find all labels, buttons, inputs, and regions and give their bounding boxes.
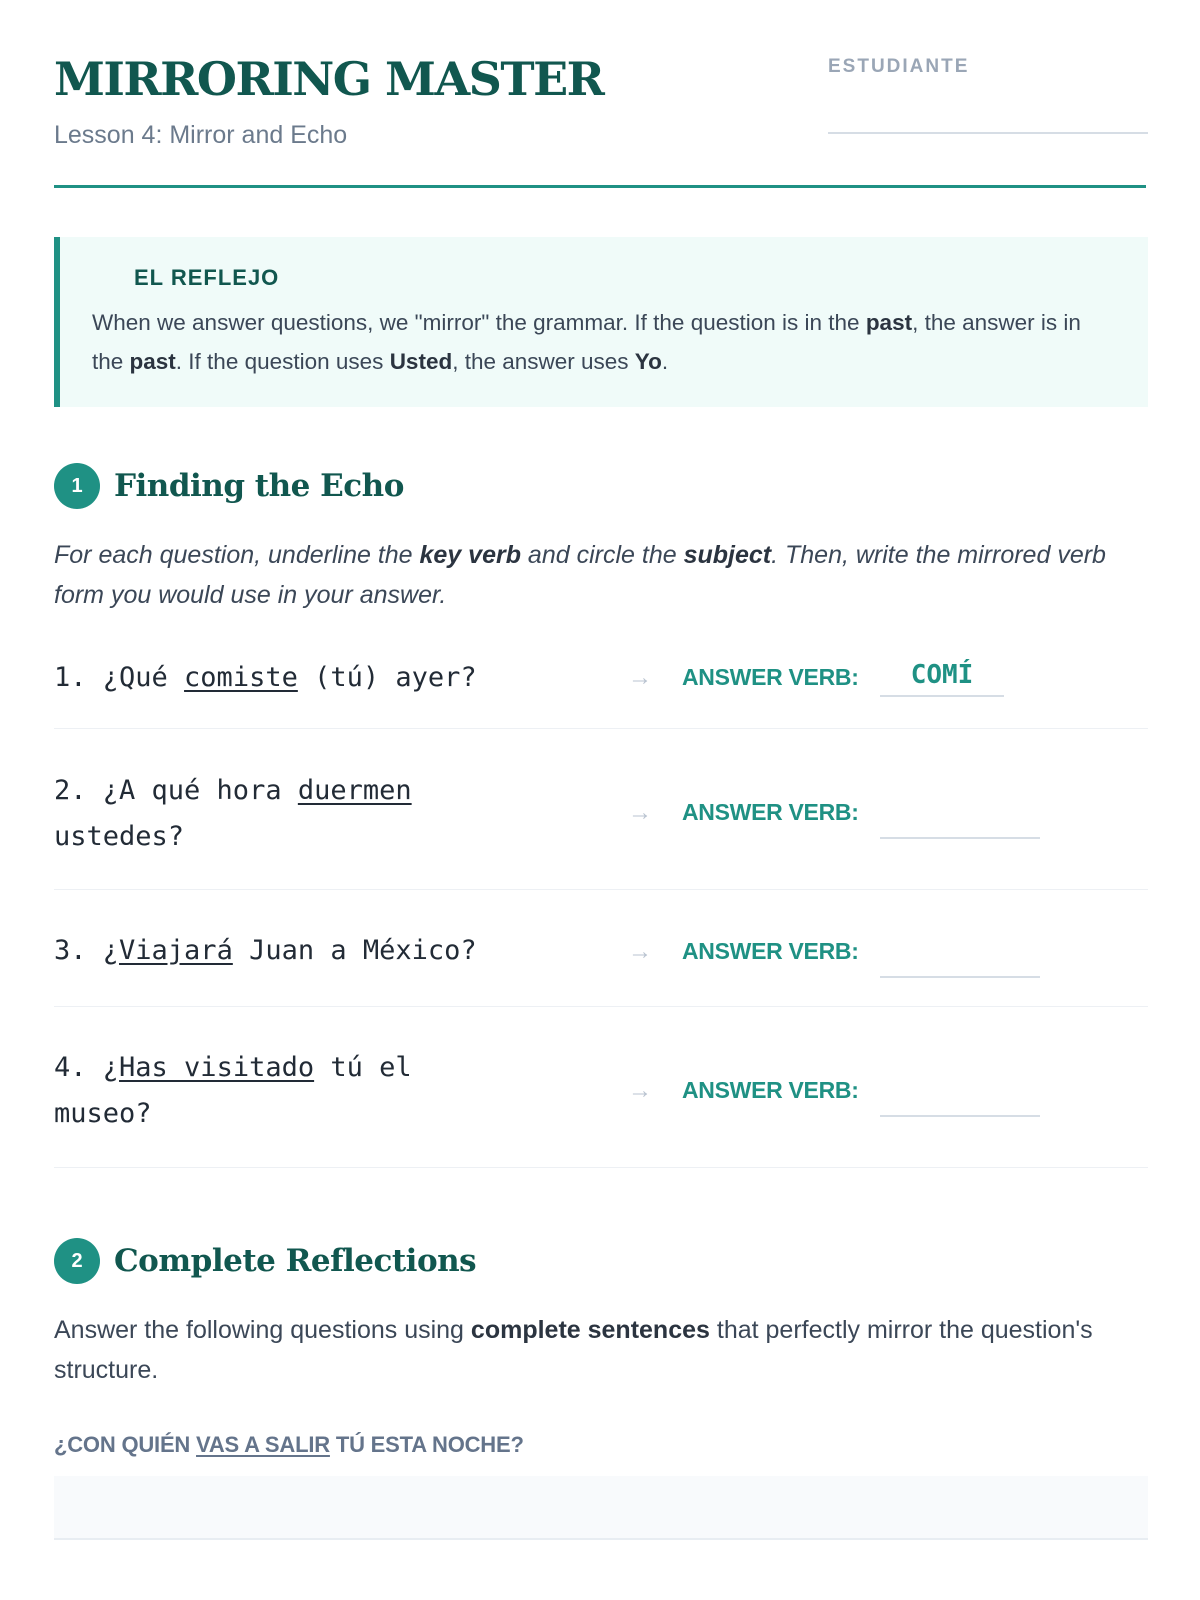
reflection-question: ¿CON QUIÉN VAS A SALIR TÚ ESTA NOCHE? — [54, 1432, 524, 1457]
section-1-heading — [54, 463, 404, 509]
question-row — [54, 729, 1148, 890]
question-row — [54, 1007, 1148, 1168]
question-text: 1. ¿Qué comiste (tú) ayer? — [54, 662, 477, 693]
info-title: EL REFLEJO — [134, 265, 280, 290]
answer-verb-value: COMÍ — [910, 660, 974, 690]
section-number-badge: 2 — [54, 1238, 100, 1284]
answer-verb-label: ANSWER VERB: — [682, 1077, 859, 1103]
arrow-right-icon: → — [628, 799, 652, 826]
section-1-instructions: For each question, underline the key verb and circle the subject. Then, write the mirrored verb form you would use in your answer. — [54, 541, 1106, 609]
answer-verb-label: ANSWER VERB: — [682, 938, 859, 964]
question-text: 4. ¿Has visitado tú el museo? — [54, 1052, 412, 1129]
question-row — [54, 650, 1148, 729]
worksheet-header — [54, 0, 1146, 188]
worksheet-page — [54, 0, 1146, 1457]
section-2-heading — [54, 1238, 476, 1284]
question-text: 2. ¿A qué hora duermen ustedes? — [54, 775, 412, 852]
section-number-badge: 1 — [54, 463, 100, 509]
page-title: MIRRORING MASTER — [54, 52, 604, 106]
section-title: Complete Reflections — [114, 1243, 477, 1279]
answer-verb-field[interactable] — [880, 695, 1004, 697]
info-text: When we answer questions, we "mirror" the grammar. If the question is in the past, the answer is in the past. If the question uses Usted, the answer uses Yo. — [92, 310, 1081, 374]
question-text: 3. ¿Viajará Juan a México? — [54, 935, 477, 966]
info-callout — [54, 237, 1148, 407]
student-label: ESTUDIANTE — [828, 56, 970, 77]
answer-verb-field[interactable] — [880, 976, 1040, 978]
answer-verb-label: ANSWER VERB: — [682, 664, 859, 690]
question-row — [54, 890, 1148, 1007]
arrow-right-icon: → — [628, 938, 652, 965]
arrow-right-icon: → — [628, 1077, 652, 1104]
student-name-field[interactable] — [828, 132, 1148, 134]
answer-verb-field[interactable] — [880, 837, 1040, 839]
answer-verb-field[interactable] — [880, 1115, 1040, 1117]
section-2-instructions: Answer the following questions using complete sentences that perfectly mirror the question's structure. — [54, 1316, 1093, 1384]
section-title: Finding the Echo — [114, 468, 404, 504]
answer-verb-label: ANSWER VERB: — [682, 799, 859, 825]
arrow-right-icon: → — [628, 664, 652, 691]
lesson-subtitle: Lesson 4: Mirror and Echo — [54, 121, 348, 149]
reflection-answer-field[interactable] — [54, 1476, 1148, 1540]
